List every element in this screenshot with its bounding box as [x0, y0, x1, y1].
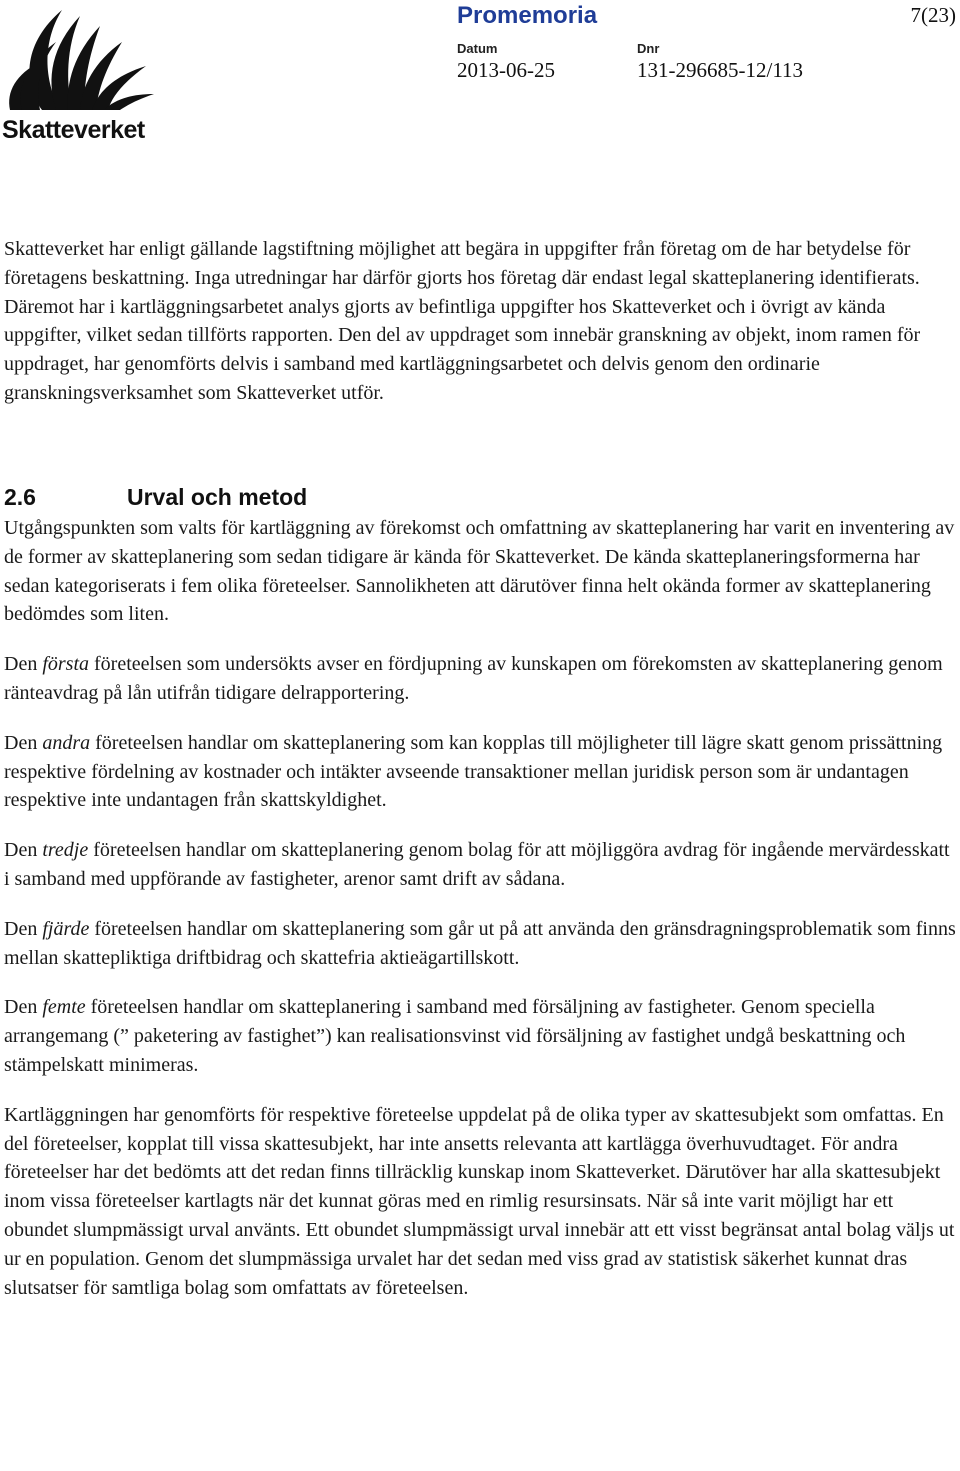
page-number: 7(23)	[910, 3, 956, 27]
paragraph-1: Utgångspunkten som valts för kartläggning av förekomst och omfattning av skatteplanering har varit en inventering av de former av skatteplanering som sedan tidigare är kända för Skatteverket. De kända skatteplaneringsformerna har sedan kategoriserats i fem olika företeelser. Sannolikheten att därutöver finna helt okända former av skatteplanering bedömdes som liten.	[4, 517, 955, 626]
emphasis: femte	[42, 996, 86, 1019]
paragraph-4	[4, 836, 956, 894]
section-number: 2.6	[4, 484, 36, 510]
paragraph-2	[4, 650, 956, 708]
paragraph-3	[4, 729, 956, 815]
dnr-label: Dnr	[637, 41, 660, 56]
text: Den	[4, 996, 43, 1019]
text: Den	[4, 917, 43, 940]
section-title: Urval och metod	[127, 484, 308, 510]
text: företeelsen som undersökts avser en fördjupning av kunskapen om förekomsten av skatteplanering genom ränteavdrag på lån utifrån tidigare delrapportering.	[4, 653, 943, 704]
text: Den	[4, 839, 43, 862]
text: företeelsen handlar om skatteplanering i samband med försäljning av fastigheter. Genom speciella arrangemang (” paketering av fastighet”) kan realisationsvinst vid försäljning av fastighet undgå beskattning och stämpelskatt minimeras.	[4, 996, 906, 1076]
text: Den	[4, 653, 43, 676]
paragraph-6	[4, 993, 956, 1079]
logo-wordmark: Skatteverket	[2, 116, 145, 144]
text: företeelsen handlar om skatteplanering som kan kopplas till möjligheter till lägre skatt genom prissättning respektive fördelning av kostnader och intäkter avseende transaktioner mellan juridisk person som är undantagen respektive inte undantagen från skattskyldighet.	[4, 731, 943, 812]
emphasis: första	[42, 653, 90, 676]
emphasis: fjärde	[42, 917, 90, 940]
intro-text	[4, 235, 956, 408]
text: Den	[4, 731, 43, 754]
text: företeelsen handlar om skatteplanering som går ut på att använda den gränsdragningsproblematik som finns mellan skattepliktiga driftbidrag och skattefria aktieägartillskott.	[4, 917, 956, 969]
crown-emblem-icon	[2, 2, 158, 118]
document-title: Promemoria	[457, 2, 598, 29]
section-heading	[4, 484, 307, 511]
dnr-value: 131-296685-12/113	[637, 58, 804, 82]
paragraph-5	[4, 915, 956, 973]
section-body	[4, 514, 956, 1302]
date-value: 2013-06-25	[457, 58, 555, 82]
paragraph-7: Kartläggningen har genomförts för respektive företeelse uppdelat på de olika typer av skattesubjekt som omfattas. En del företeelser, kopplat till vissa skattesubjekt, har inte ansetts relevanta att kartlägga överhuvudtaget. För andra företeelser har det bedömts att det redan finns tillräcklig kunskap inom Skatteverket. Därutöver har alla skattesubjekt inom vissa företeelser kartlagts när det kunnat göras med en rimlig resursinsats. När så inte varit möjligt har ett obundet slumpmässigt urval använts. Ett obundet slumpmässigt urval innebär att ett visst begränsat antal bolag väljs ut ur en population. Genom det slumpmässiga urvalet har det sedan med viss grad av statistisk säkerhet kunnat dras slutsatser för samtliga bolag som omfattats av företeelsen.	[4, 1103, 955, 1299]
emphasis: andra	[42, 731, 91, 754]
date-label: Datum	[457, 41, 498, 56]
intro-paragraph: Skatteverket har enligt gällande lagstiftning möjlighet att begära in uppgifter från företag om de har betydelse för företagens beskattning. Inga utredningar har därför gjorts hos företag där endast legal skatteplanering identifierats. Däremot har i kartläggningsarbetet analys gjorts av befintliga uppgifter hos Skatteverket och i övrigt av kända uppgifter, vilket sedan tillförts rapporten. Den del av uppdraget som innebär granskning av objekt, inom ramen för uppdraget, har genomförts delvis i samband med kartläggningsarbetet och delvis genom den ordinarie granskningsverksamhet som Skatteverket utför.	[4, 238, 921, 404]
skatteverket-logo	[2, 2, 157, 142]
emphasis: tredje	[42, 839, 89, 862]
text: företeelsen handlar om skatteplanering genom bolag för att möjliggöra avdrag för ingående mervärdesskatt i samband med uppförande av fastigheter, arenor samt drift av sådana.	[4, 839, 950, 890]
